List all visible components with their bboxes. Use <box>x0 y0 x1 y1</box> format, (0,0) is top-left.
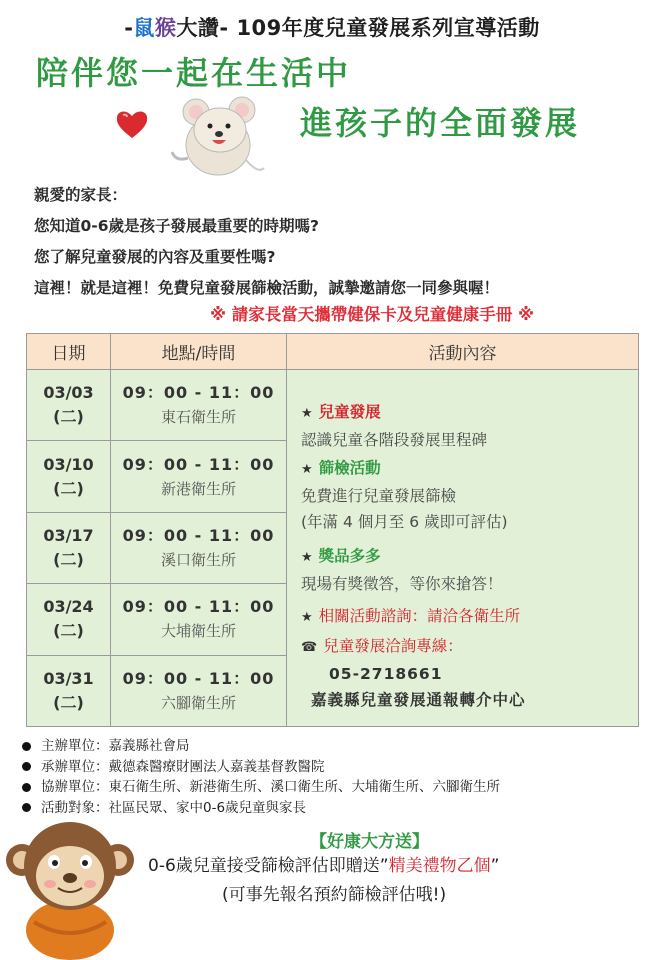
time-value: 09：00 - 11：00 <box>122 383 275 403</box>
gift-line1 <box>148 851 499 876</box>
item-title: 相關活動諮詢：請洽各衛生所 <box>318 607 521 625</box>
list-item <box>22 736 500 757</box>
item-title: 兒童發展 <box>318 403 381 421</box>
content-item-2 <box>301 455 638 483</box>
content-item-4 <box>301 603 638 631</box>
bullet-icon <box>22 742 31 751</box>
headline-line1: 陪伴您一起在生活中 <box>36 54 352 92</box>
star-icon: ★ <box>301 550 313 565</box>
phone-icon: ☎ <box>301 640 318 655</box>
intro-line: 您知道0-6歲是孩子發展最重要的時期嗎? <box>34 217 319 235</box>
place-value: 溪口衛生所 <box>160 550 236 569</box>
date-cell <box>27 584 111 655</box>
organizer-text: 協辦單位：東石衛生所、新港衛生所、溪口衛生所、大埔衛生所、六腳衛生所 <box>41 779 500 795</box>
title-rat: 鼠 <box>133 16 155 40</box>
content-item-3 <box>301 543 638 571</box>
gift-highlight: 精美禮物乙個 <box>388 856 491 876</box>
bullet-icon <box>22 762 31 771</box>
organizer-text: 活動對象：社區民眾、家中0-6歲兒童與家長 <box>41 799 307 816</box>
star-icon: ★ <box>301 406 313 421</box>
list-item <box>22 757 500 778</box>
time-value: 09：00 - 11：00 <box>122 525 275 545</box>
hotline-number: 05-2718661 <box>329 665 443 683</box>
place-cell <box>111 584 287 655</box>
place-value: 新港衛生所 <box>160 479 236 498</box>
gift-line2: (可事先報名預約篩檢評估哦!) <box>222 885 447 905</box>
date-value: 03/31 <box>43 668 94 688</box>
date-value: 03/10 <box>43 454 94 474</box>
gift-title: 【好康大方送】 <box>310 832 429 852</box>
place-value: 大埔衛生所 <box>160 622 236 641</box>
item-desc: (年滿 4 個月至 6 歲即可評估) <box>301 513 508 531</box>
title-prefix: - <box>124 16 134 40</box>
place-value: 東石衛生所 <box>160 408 236 427</box>
item-desc: 現場有獎徵答，等你來搶答！ <box>301 575 503 593</box>
item-desc: 認識兒童各階段發展里程碑 <box>301 431 488 449</box>
headline-line2: 進孩子的全面發展 <box>300 104 581 142</box>
schedule-table <box>26 333 639 727</box>
intro-line: 您了解兒童發展的內容及重要性嗎? <box>34 248 276 266</box>
place-cell <box>111 370 287 441</box>
date-cell <box>27 655 111 727</box>
time-value: 09：00 - 11：00 <box>122 454 275 474</box>
mouse-illustration <box>168 90 268 182</box>
gift-text: ” <box>490 856 500 876</box>
monkey-illustration <box>0 812 140 960</box>
weekday-value: (二) <box>53 692 84 712</box>
place-value: 六腳衛生所 <box>160 693 236 712</box>
organizer-list <box>22 736 500 818</box>
title-monkey: 猴 <box>154 16 177 40</box>
date-cell <box>27 370 111 441</box>
star-icon: ★ <box>301 610 313 625</box>
item-title: 獎品多多 <box>318 547 381 565</box>
content-item-5 <box>301 633 638 661</box>
item-title: 篩檢活動 <box>318 459 381 477</box>
gift-text: 0-6歲兒童接受篩檢評估即贈送” <box>148 856 389 876</box>
organizer-text: 主辦單位：嘉義縣社會局 <box>41 738 190 754</box>
item-desc: 免費進行兒童發展篩檢 <box>301 487 457 505</box>
content-cell <box>287 370 639 727</box>
date-cell <box>27 512 111 583</box>
notice-text: ※ 請家長當天攜帶健保卡及兒童健康手冊 ※ <box>210 305 535 324</box>
date-value: 03/17 <box>43 525 94 545</box>
header-date: 日期 <box>27 334 111 370</box>
date-cell <box>27 441 111 512</box>
place-cell <box>111 655 287 727</box>
item-title: 兒童發展洽詢專線： <box>323 637 463 655</box>
page-title <box>0 12 664 42</box>
star-icon: ★ <box>301 462 313 477</box>
weekday-value: (二) <box>53 549 84 569</box>
title-rest: 大讚- 109年度兒童發展系列宣導活動 <box>176 16 540 40</box>
weekday-value: (二) <box>53 621 84 641</box>
table-row <box>27 370 639 441</box>
weekday-value: (二) <box>53 478 84 498</box>
heart-icon <box>114 108 150 140</box>
center-name: 嘉義縣兒童發展通報轉介中心 <box>311 691 526 709</box>
intro-text <box>34 180 499 304</box>
bullet-icon <box>22 783 31 792</box>
place-cell <box>111 512 287 583</box>
time-value: 09：00 - 11：00 <box>122 668 275 688</box>
place-cell <box>111 441 287 512</box>
date-value: 03/24 <box>43 597 94 617</box>
table-header-row <box>27 334 639 370</box>
content-item-1 <box>301 399 638 427</box>
weekday-value: (二) <box>53 407 84 427</box>
bullet-icon <box>22 803 31 812</box>
intro-line: 親愛的家長： <box>34 186 128 204</box>
organizer-text: 承辦單位：戴德森醫療財團法人嘉義基督教醫院 <box>41 758 325 775</box>
date-value: 03/03 <box>43 383 94 403</box>
header-content: 活動內容 <box>287 334 639 370</box>
list-item <box>22 777 500 798</box>
intro-line: 這裡！就是這裡！免費兒童發展篩檢活動，誠摯邀請您一同參與喔！ <box>34 279 500 297</box>
header-place-time: 地點/時間 <box>111 334 287 370</box>
time-value: 09：00 - 11：00 <box>122 597 275 617</box>
